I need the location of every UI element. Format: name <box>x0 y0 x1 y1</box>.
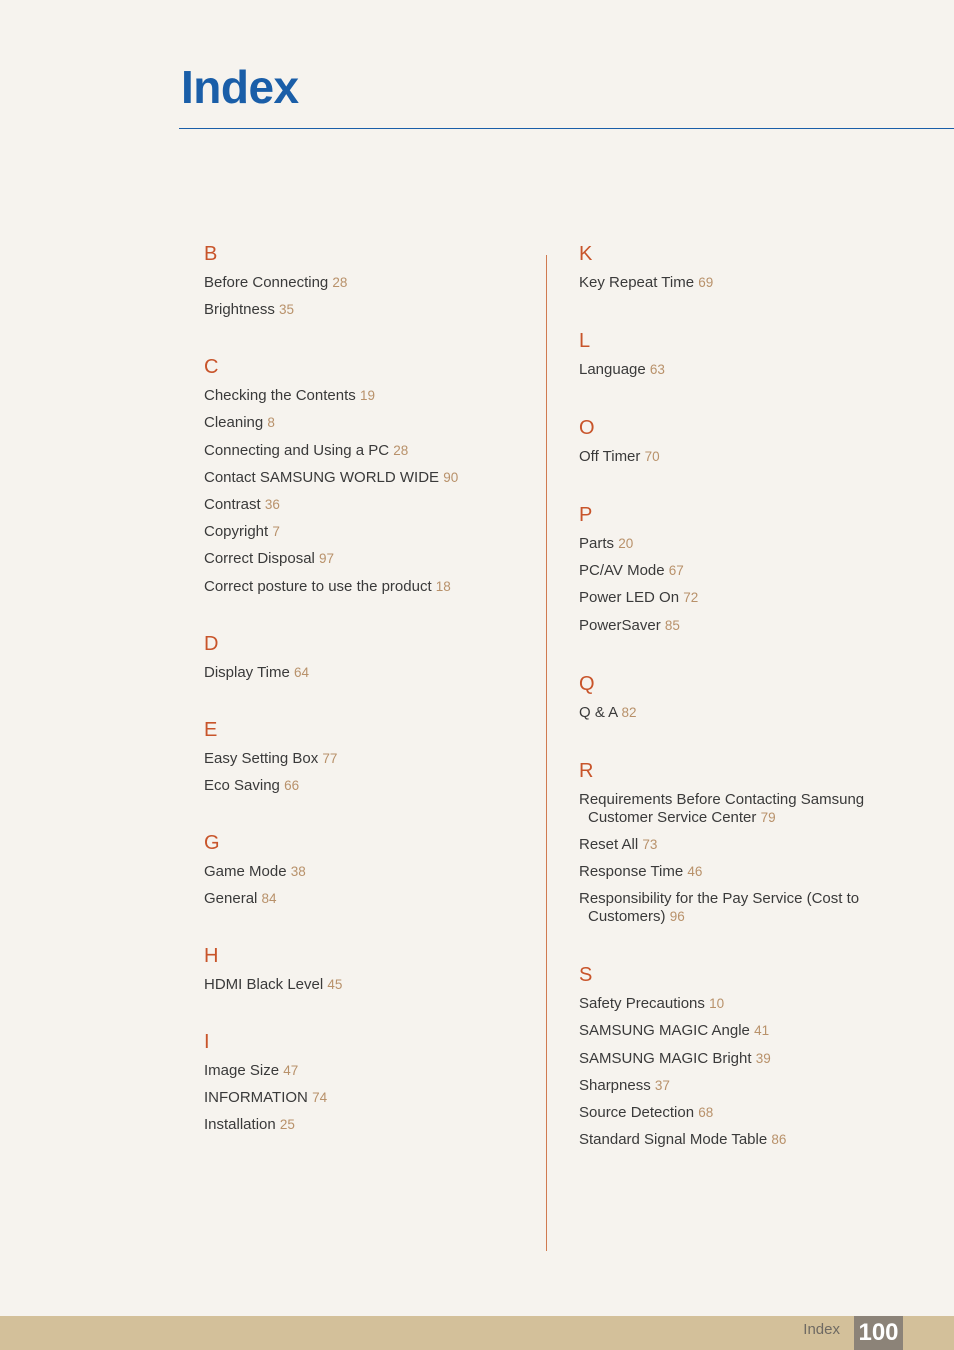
entry-text-continued: Customers) <box>588 908 666 926</box>
page-number: 63 <box>649 362 665 377</box>
index-section-i <box>204 1030 534 1134</box>
index-entry[interactable] <box>204 414 534 432</box>
index-entry[interactable] <box>204 976 534 994</box>
page-number: 18 <box>435 578 451 594</box>
page-number: 35 <box>279 302 295 318</box>
index-entry[interactable] <box>204 664 534 682</box>
index-column-left <box>204 240 534 1143</box>
entry-text: Source Detection <box>579 1103 695 1121</box>
entry-text: Sharpness <box>579 1076 651 1094</box>
entry-text: Contrast <box>204 495 261 513</box>
entry-text: INFORMATION <box>204 1089 308 1107</box>
index-section-l <box>579 329 909 379</box>
index-entry[interactable] <box>204 1089 534 1107</box>
page-number: 77 <box>322 750 338 766</box>
entry-text: Image Size <box>204 1061 280 1079</box>
section-letter-k: K <box>579 243 593 265</box>
index-section-s <box>579 963 909 1149</box>
index-entry[interactable] <box>204 523 534 541</box>
entry-text: Eco Saving <box>204 776 280 794</box>
index-section-k <box>579 242 909 292</box>
index-entry[interactable] <box>579 1077 909 1095</box>
page-number: 47 <box>283 1062 299 1078</box>
entry-text: Parts <box>579 535 615 552</box>
index-section-q <box>579 672 909 722</box>
entry-text: Before Connecting <box>204 274 329 291</box>
section-letter-c: C <box>204 356 219 379</box>
page-number: 38 <box>290 863 306 879</box>
page-number: 70 <box>644 449 660 464</box>
index-entry[interactable] <box>579 617 909 635</box>
index-entry[interactable] <box>204 1116 534 1134</box>
column-divider <box>546 255 547 1251</box>
entry-text: Contact SAMSUNG WORLD WIDE <box>204 468 440 486</box>
index-section-p <box>579 503 909 635</box>
page-number: 85 <box>664 617 680 633</box>
page-number: 10 <box>709 996 725 1012</box>
entry-text: Q & A <box>579 703 618 721</box>
entry-text: Correct Disposal <box>204 550 315 568</box>
page-number: 74 <box>312 1090 328 1106</box>
entry-text: Game Mode <box>204 862 287 880</box>
section-letter-e: E <box>204 718 218 741</box>
section-letter-l: L <box>579 330 591 352</box>
index-entry[interactable] <box>204 890 534 908</box>
index-entry[interactable] <box>579 1022 909 1040</box>
entry-text: SAMSUNG MAGIC Bright <box>579 1049 752 1067</box>
page-number: 39 <box>755 1050 771 1066</box>
index-entry[interactable] <box>204 301 534 319</box>
section-letter-q: Q <box>579 672 595 695</box>
index-entry[interactable] <box>579 791 909 827</box>
index-section-b <box>204 242 534 319</box>
page-number: 46 <box>687 863 703 879</box>
index-entry[interactable] <box>579 535 909 553</box>
page-number: 67 <box>668 563 684 579</box>
page-title: Index <box>181 61 299 113</box>
entry-text: SAMSUNG MAGIC Angle <box>579 1022 750 1040</box>
entry-text: Checking the Contents <box>204 387 356 405</box>
entry-text: PowerSaver <box>579 616 661 634</box>
page-number: 79 <box>760 809 776 825</box>
page-number: 84 <box>261 890 277 906</box>
index-entry[interactable] <box>204 1062 534 1080</box>
entry-text: Reset All <box>579 835 639 853</box>
page-number: 82 <box>621 704 637 720</box>
page-number: 20 <box>618 536 634 551</box>
section-letter-g: G <box>204 831 220 854</box>
entry-text-continued: Customer Service Center <box>588 808 757 826</box>
index-entry[interactable] <box>204 274 534 292</box>
section-letter-s: S <box>579 964 593 987</box>
entry-text: Power LED On <box>579 589 680 607</box>
entry-text: Standard Signal Mode Table <box>579 1131 768 1149</box>
index-entry[interactable] <box>579 274 909 292</box>
page-number: 8 <box>267 415 275 431</box>
page-number: 90 <box>443 469 459 485</box>
index-entry[interactable] <box>579 562 909 580</box>
page-number: 28 <box>393 442 409 458</box>
page-number: 25 <box>279 1117 295 1133</box>
index-entry[interactable] <box>204 496 534 514</box>
section-letter-o: O <box>579 417 595 439</box>
index-section-r <box>579 759 909 927</box>
section-letter-r: R <box>579 759 594 782</box>
entry-text: Easy Setting Box <box>204 749 319 767</box>
index-entry[interactable] <box>579 863 909 881</box>
section-letter-i: I <box>204 1030 210 1053</box>
entry-text: Responsibility for the Pay Service (Cost to <box>579 890 860 908</box>
entry-text: PC/AV Mode <box>579 562 665 580</box>
index-entry[interactable] <box>204 578 534 596</box>
index-entry[interactable] <box>204 550 534 568</box>
entry-text: Key Repeat Time <box>579 274 695 291</box>
page-number: 97 <box>319 551 335 567</box>
page-number: 28 <box>332 275 348 290</box>
entry-text: Correct posture to use the product <box>204 577 432 595</box>
entry-text: Safety Precautions <box>579 995 705 1013</box>
index-section-o <box>579 416 909 466</box>
index-section-d <box>204 632 534 682</box>
entry-text: Cleaning <box>204 414 264 432</box>
index-entry[interactable] <box>204 469 534 487</box>
index-section-c <box>204 355 534 595</box>
index-entry[interactable] <box>579 1104 909 1122</box>
index-entry[interactable] <box>579 361 909 379</box>
index-entry[interactable] <box>579 448 909 466</box>
entry-text: Copyright <box>204 523 269 541</box>
entry-text: Response Time <box>579 862 684 880</box>
index-entry[interactable] <box>579 836 909 854</box>
section-letter-b: B <box>204 243 218 265</box>
index-entry[interactable] <box>579 1050 909 1068</box>
page-number: 72 <box>683 590 699 606</box>
index-entry[interactable] <box>579 890 909 926</box>
entry-text: HDMI Black Level <box>204 975 324 993</box>
index-section-g <box>204 831 534 908</box>
page-number: 19 <box>359 388 375 404</box>
section-letter-p: P <box>579 504 593 526</box>
index-entry[interactable] <box>579 995 909 1013</box>
entry-text: Requirements Before Contacting Samsung <box>579 790 865 808</box>
entry-text: Installation <box>204 1116 276 1134</box>
footer-section-label: Index <box>803 1321 840 1338</box>
page-number: 45 <box>327 976 343 992</box>
entry-text: Language <box>579 361 646 378</box>
entry-text: Display Time <box>204 663 290 681</box>
index-entry[interactable] <box>579 589 909 607</box>
entry-text: Off Timer <box>579 448 641 465</box>
index-column-right <box>579 240 909 1158</box>
footer-page-number: 100 <box>854 1316 903 1350</box>
page-number: 64 <box>294 664 310 680</box>
entry-text: Brightness <box>204 301 275 319</box>
title-rule <box>179 128 954 129</box>
index-entry[interactable] <box>204 387 534 405</box>
index-section-h <box>204 944 534 994</box>
index-entry[interactable] <box>204 442 534 460</box>
section-letter-h: H <box>204 944 219 967</box>
index-section-e <box>204 718 534 795</box>
index-entry[interactable] <box>579 1131 909 1149</box>
page-number: 68 <box>698 1104 714 1120</box>
page-number: 7 <box>272 524 280 540</box>
page-number: 36 <box>264 496 280 512</box>
index-entry[interactable] <box>204 863 534 881</box>
page-number: 66 <box>284 777 300 793</box>
page-number: 37 <box>654 1077 670 1093</box>
page-number: 73 <box>642 836 658 852</box>
page-number: 86 <box>771 1132 787 1148</box>
index-entry[interactable] <box>579 704 909 722</box>
index-entry[interactable] <box>204 777 534 795</box>
page-number: 41 <box>754 1023 770 1039</box>
entry-text: Connecting and Using a PC <box>204 441 390 459</box>
entry-text: General <box>204 889 258 907</box>
page-number: 96 <box>669 909 685 925</box>
index-entry[interactable] <box>204 750 534 768</box>
page-number: 69 <box>698 275 714 290</box>
section-letter-d: D <box>204 632 219 655</box>
